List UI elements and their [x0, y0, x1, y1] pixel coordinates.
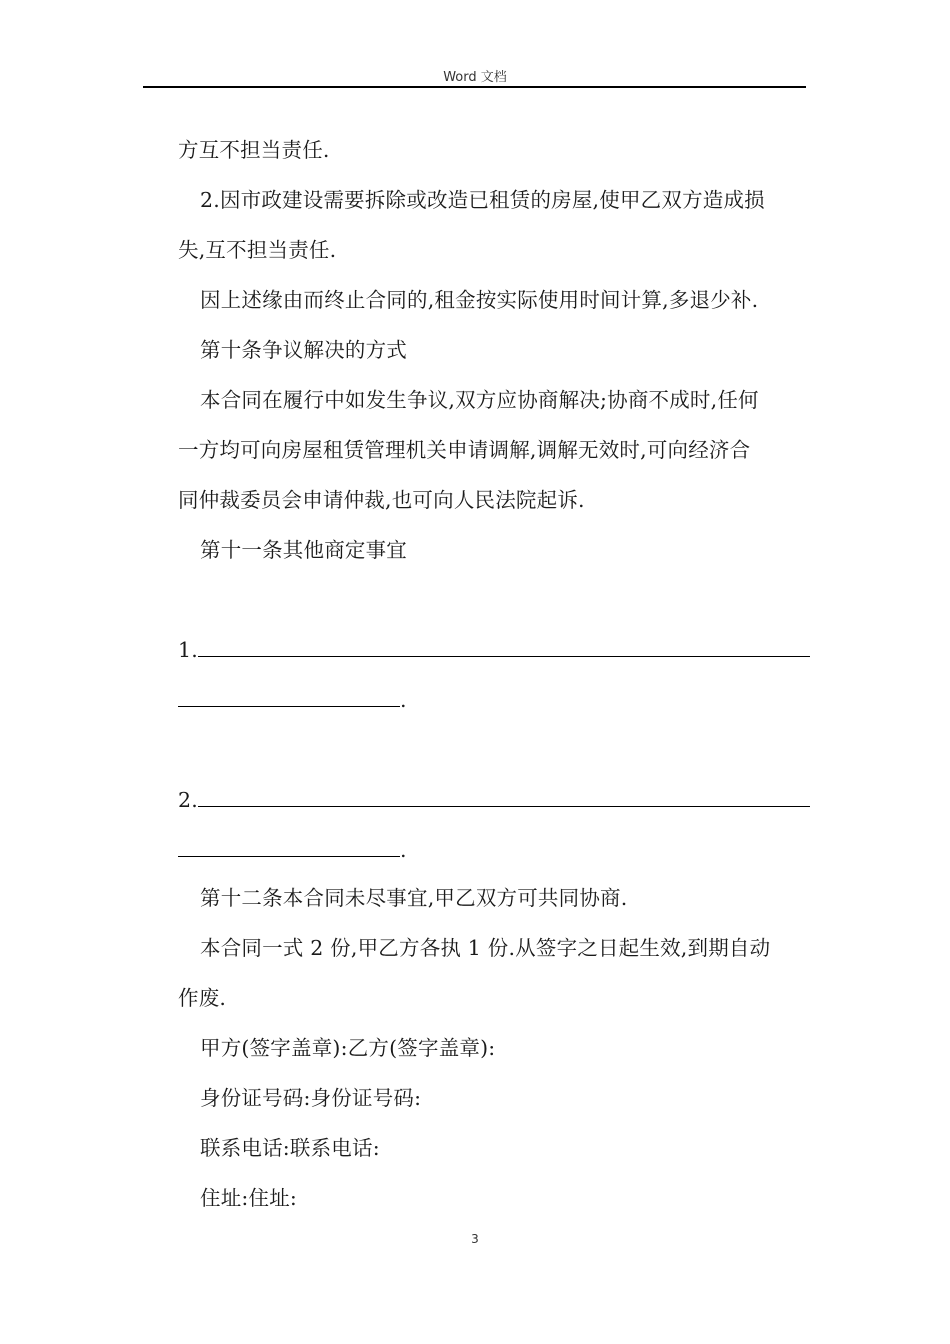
- blank-line: [178, 855, 400, 857]
- fill-in-item-2-continuation: [178, 836, 808, 864]
- fill-in-item-1-continuation: [178, 686, 808, 714]
- paragraph-line: 方互不担当责任.: [178, 138, 330, 162]
- article-heading: 第十二条本合同未尽事宜,甲乙双方可共同协商.: [200, 886, 628, 910]
- page-number: 3: [471, 1232, 479, 1246]
- fill-in-item-2: [178, 786, 808, 814]
- blank-line: [178, 705, 400, 707]
- paragraph-line: 一方均可向房屋租赁管理机关申请调解,调解无效时,可向经济合: [178, 438, 751, 462]
- signature-line: 甲方(签字盖章):乙方(签字盖章):: [200, 1036, 496, 1060]
- blank-line: [198, 655, 810, 657]
- blank-line: [198, 805, 810, 807]
- item-number: 2.: [178, 788, 198, 812]
- paragraph-line: 因上述缘由而终止合同的,租金按实际使用时间计算,多退少补.: [200, 288, 759, 312]
- paragraph-line: 本合同在履行中如发生争议,双方应协商解决;协商不成时,任何: [200, 388, 759, 412]
- fill-in-item-1: [178, 636, 808, 664]
- item-end: .: [400, 838, 407, 862]
- item-number: 1.: [178, 638, 198, 662]
- header-divider: [143, 86, 806, 88]
- address-line: 住址:住址:: [200, 1186, 298, 1210]
- id-number-line: 身份证号码:身份证号码:: [200, 1086, 422, 1110]
- item-end: .: [400, 688, 407, 712]
- paragraph-line: 2.因市政建设需要拆除或改造已租赁的房屋,使甲乙双方造成损: [200, 188, 765, 212]
- paragraph-line: 本合同一式 2 份,甲乙方各执 1 份.从签字之日起生效,到期自动: [200, 936, 771, 960]
- paragraph-line: 作废.: [178, 986, 227, 1010]
- article-heading: 第十条争议解决的方式: [200, 338, 407, 362]
- article-heading: 第十一条其他商定事宜: [200, 538, 407, 562]
- phone-line: 联系电话:联系电话:: [200, 1136, 380, 1160]
- paragraph-line: 同仲裁委员会申请仲裁,也可向人民法院起诉.: [178, 488, 585, 512]
- page-header-title: Word 文档: [443, 70, 507, 85]
- paragraph-line: 失,互不担当责任.: [178, 238, 337, 262]
